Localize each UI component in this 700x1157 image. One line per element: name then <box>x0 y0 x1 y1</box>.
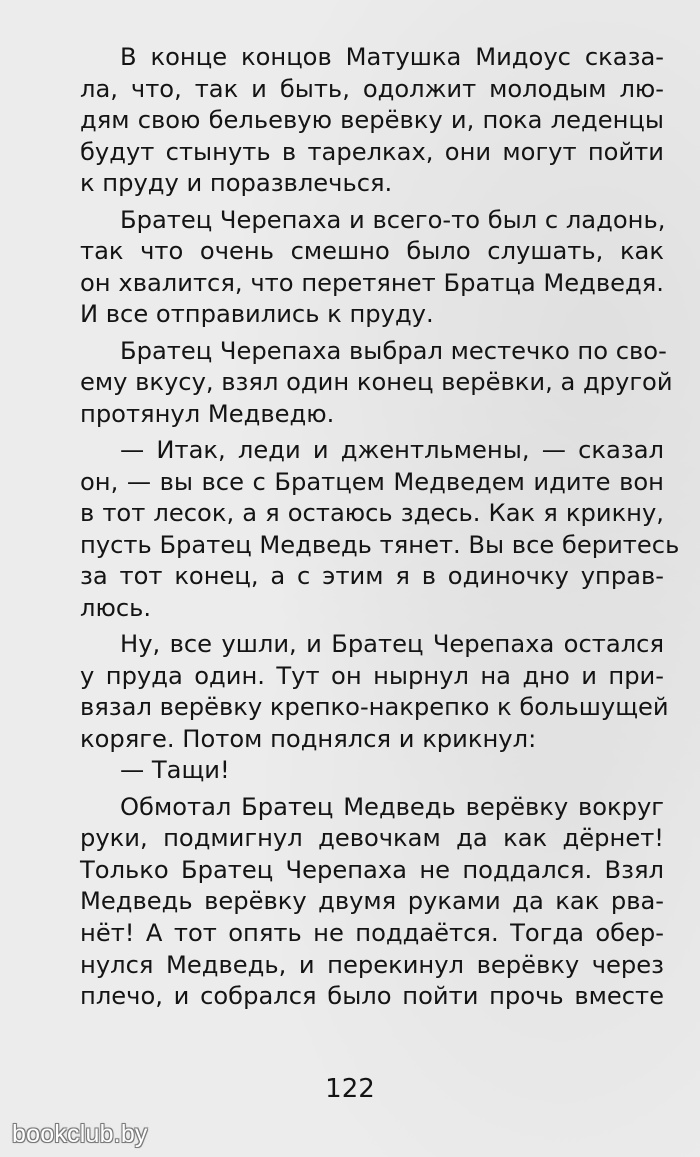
paragraph <box>80 792 664 1013</box>
paragraph <box>80 435 680 625</box>
text-line: дям свою бельевую верёвку и, пока леденцы <box>80 106 664 135</box>
text-line: ему вкусу, взял один конец верёвки, а другой <box>80 368 673 397</box>
text-line: — Тащи! <box>120 756 230 785</box>
paragraph <box>80 629 669 755</box>
text-line: коряге. Потом поднялся и крикнул: <box>80 724 537 753</box>
text-line: вязал верёвку крепко-накрепко к большущей <box>80 693 669 722</box>
text-line: Обмотал Братец Медведь верёвку вокруг <box>120 792 664 821</box>
text-line: нулся Медведь, и перекинул верёвку через <box>80 950 664 979</box>
text-line: В конце концов Матушка Мидоус сказа- <box>120 43 664 71</box>
text-line: нёт! А тот опять не поддаётся. Тогда обер- <box>80 919 664 947</box>
text-line: Ну, все ушли, и Братец Черепаха остался <box>120 630 664 659</box>
page-text <box>80 42 680 1013</box>
text-line: руки, подмигнул девочкам да как дёрнет! <box>80 824 664 853</box>
text-line: Братец Черепаха и всего-то был с ладонь, <box>120 205 666 234</box>
text-line: к пруду и поразвлечься. <box>80 169 393 198</box>
text-line: плечо, и собрался было пойти прочь вместе <box>80 982 664 1011</box>
paragraph <box>80 42 664 200</box>
text-line: протянул Медведю. <box>80 399 335 428</box>
text-line: так что очень смешно было слушать, как <box>80 237 664 266</box>
text-line: Медведь верёвку двумя руками да как рва- <box>80 887 664 916</box>
text-line: в тот лесок, а я остаюсь здесь. Как я крикну, <box>80 499 664 528</box>
text-line: ла, что, так и быть, одолжит молодым лю- <box>80 74 664 103</box>
text-line: люсь. <box>80 593 152 622</box>
text-line: у пруда один. Тут он нырнул на дно и при- <box>80 661 664 690</box>
text-line: пусть Братец Медведь тянет. Вы все беритесь <box>80 530 680 559</box>
text-line: будут стынуть в тарелках, они могут пойти <box>80 137 664 166</box>
paragraph <box>80 205 664 331</box>
paragraph <box>80 755 664 787</box>
text-line: за тот конец, а с этим я в одиночку управ- <box>80 562 664 591</box>
text-line: Только Братец Черепаха не поддался. Взял <box>80 855 664 884</box>
watermark-logo: bookclub.by <box>12 1120 148 1148</box>
text-line: он, — вы все с Братцем Медведем идите вон <box>80 467 664 496</box>
text-line: — Итак, леди и джентльмены, — сказал <box>120 435 664 464</box>
page-number: 122 <box>325 1074 375 1104</box>
text-line: И все отправились к пруду. <box>80 300 434 329</box>
text-line: Братец Черепаха выбрал местечко по сво- <box>120 336 667 365</box>
paragraph <box>80 336 673 431</box>
text-line: он хвалится, что перетянет Братца Медведя. <box>80 268 664 297</box>
